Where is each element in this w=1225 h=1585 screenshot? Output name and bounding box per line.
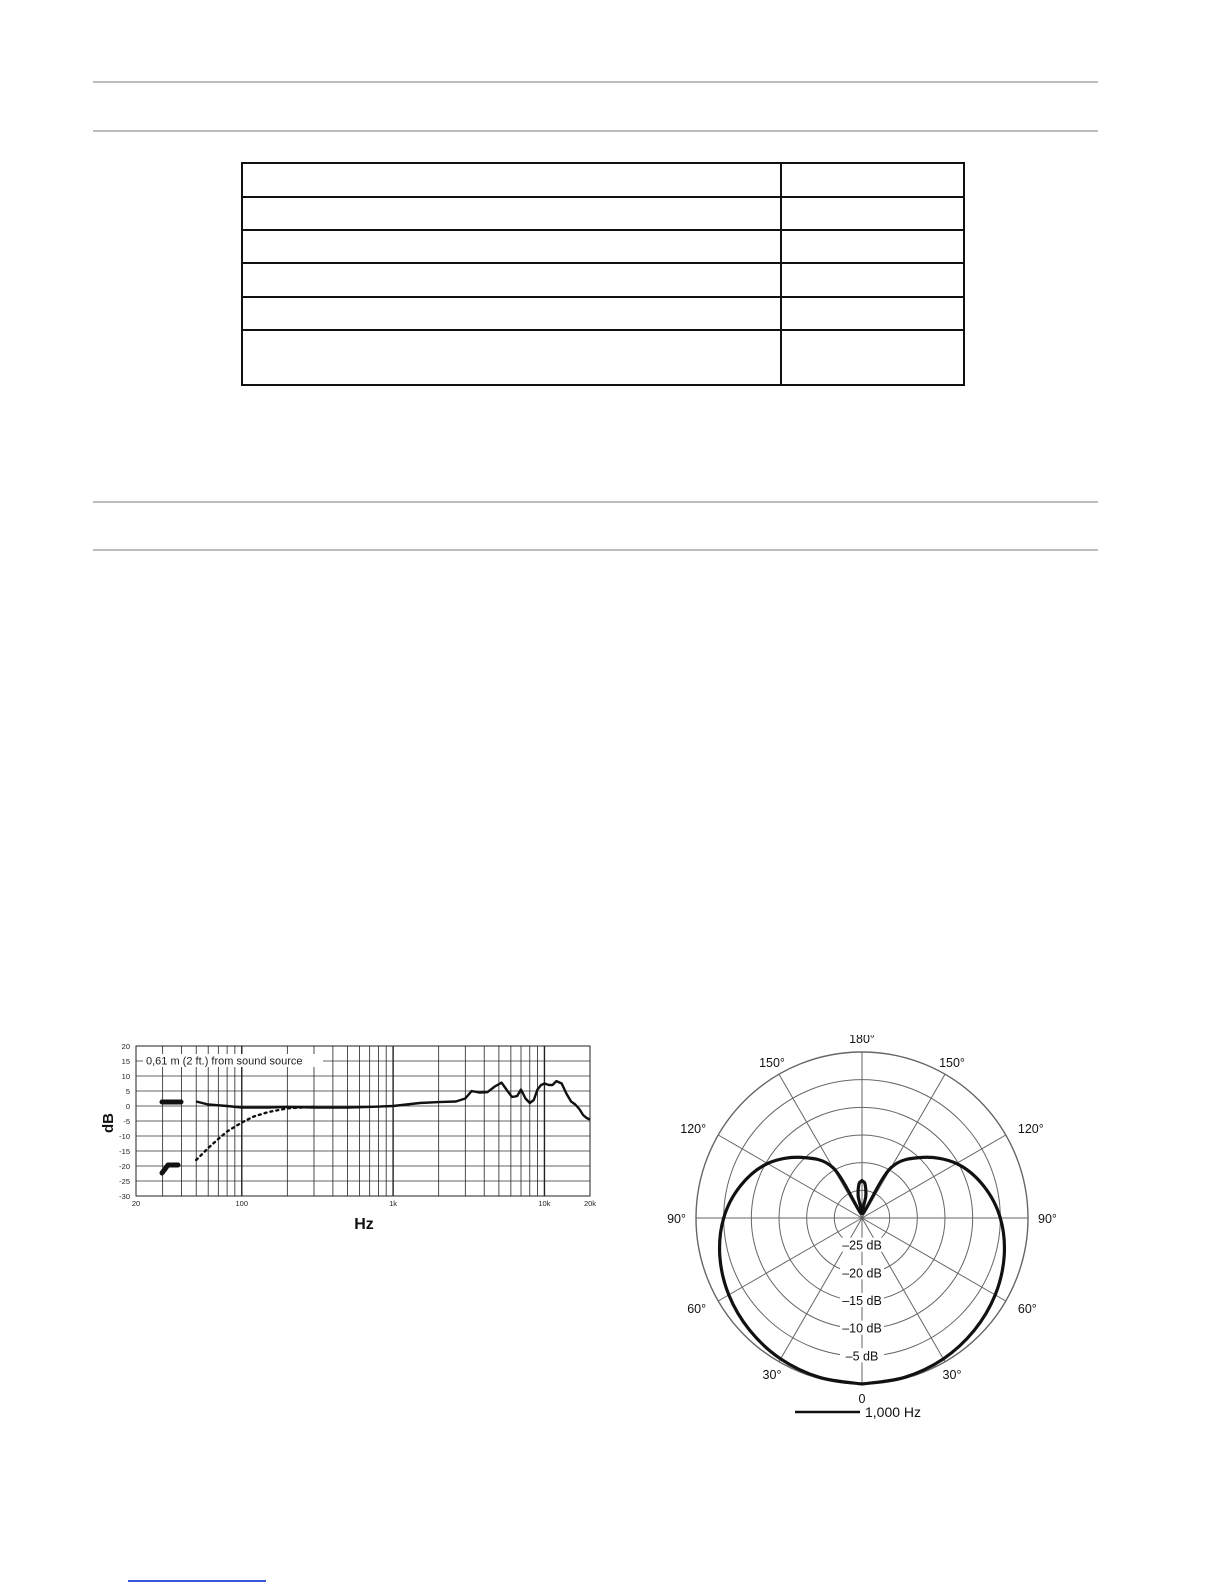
angle-label: 60° bbox=[1017, 1302, 1037, 1316]
radial-label: –20 dB bbox=[842, 1266, 882, 1281]
x-tick-label: 100 bbox=[235, 1199, 249, 1208]
angle-label: 180° bbox=[849, 1035, 875, 1046]
table-cell-value bbox=[781, 197, 964, 230]
radial-label: –25 dB bbox=[842, 1238, 882, 1253]
radial-label: –5 dB bbox=[845, 1349, 879, 1364]
spec-table bbox=[241, 162, 965, 386]
x-tick-label: 20 bbox=[131, 1199, 141, 1208]
table-cell-label bbox=[242, 263, 781, 297]
y-tick-label: -10 bbox=[119, 1132, 130, 1141]
table-cell-label bbox=[242, 330, 781, 385]
angle-label: 150° bbox=[939, 1056, 965, 1071]
x-tick-label: 1k bbox=[389, 1199, 398, 1208]
y-tick-label: -30 bbox=[119, 1192, 130, 1201]
radial-label: –10 dB bbox=[842, 1321, 882, 1336]
angle-label: 120° bbox=[1017, 1122, 1044, 1136]
table-row bbox=[242, 197, 964, 230]
table-cell-value bbox=[781, 230, 964, 263]
section-mid-rule-2 bbox=[93, 549, 1098, 551]
y-tick-label: 5 bbox=[125, 1087, 130, 1096]
table-cell-value bbox=[781, 330, 964, 385]
table-cell-label bbox=[242, 197, 781, 230]
table-row bbox=[242, 230, 964, 263]
angle-label: 90° bbox=[1038, 1212, 1057, 1226]
angle-label: 30° bbox=[762, 1367, 782, 1382]
table-row bbox=[242, 297, 964, 330]
table-cell-label bbox=[242, 297, 781, 330]
chart-annotation: 0,61 m (2 ft.) from sound source bbox=[146, 1055, 303, 1068]
y-tick-label: 10 bbox=[121, 1072, 130, 1081]
angle-label: 30° bbox=[942, 1367, 962, 1382]
y-tick-label: 15 bbox=[121, 1057, 130, 1066]
section-top-rule-2 bbox=[93, 130, 1098, 132]
x-tick-label: 10k bbox=[538, 1199, 551, 1208]
footer-link-underline[interactable] bbox=[128, 1580, 266, 1582]
table-cell-label bbox=[242, 230, 781, 263]
y-tick-label: 20 bbox=[121, 1042, 130, 1051]
section-top-rule-1 bbox=[93, 81, 1098, 83]
table-cell-value bbox=[781, 297, 964, 330]
table-row bbox=[242, 330, 964, 385]
section-mid-rule-1 bbox=[93, 501, 1098, 503]
low-cut-setting-icon bbox=[162, 1165, 178, 1173]
series-line-low-cut bbox=[196, 1107, 314, 1160]
y-axis-label: dB bbox=[100, 1113, 117, 1133]
angle-label: 0 bbox=[858, 1392, 866, 1406]
y-tick-label: -15 bbox=[119, 1147, 130, 1156]
y-tick-label: -25 bbox=[119, 1177, 130, 1186]
polar-spoke bbox=[862, 1218, 1006, 1301]
radial-label: –15 dB bbox=[842, 1294, 882, 1308]
table-row bbox=[242, 163, 964, 197]
angle-label: 90° bbox=[667, 1212, 686, 1226]
table-cell-value bbox=[781, 263, 964, 297]
legend-label: 1,000 Hz bbox=[865, 1404, 922, 1420]
table-cell-value bbox=[781, 163, 964, 197]
x-axis-label: Hz bbox=[354, 1216, 374, 1233]
angle-label: 60° bbox=[687, 1302, 707, 1316]
table-row bbox=[242, 263, 964, 297]
polar-pattern-chart bbox=[660, 1035, 1070, 1435]
y-tick-label: 0 bbox=[125, 1102, 130, 1111]
frequency-response-chart bbox=[95, 1035, 605, 1240]
angle-label: 150° bbox=[759, 1056, 785, 1071]
y-tick-label: -5 bbox=[123, 1117, 130, 1126]
y-tick-label: -20 bbox=[119, 1162, 130, 1171]
angle-label: 120° bbox=[680, 1122, 707, 1136]
polar-spoke bbox=[718, 1218, 862, 1301]
x-tick-label: 20k bbox=[583, 1199, 597, 1208]
table-cell-label bbox=[242, 163, 781, 197]
